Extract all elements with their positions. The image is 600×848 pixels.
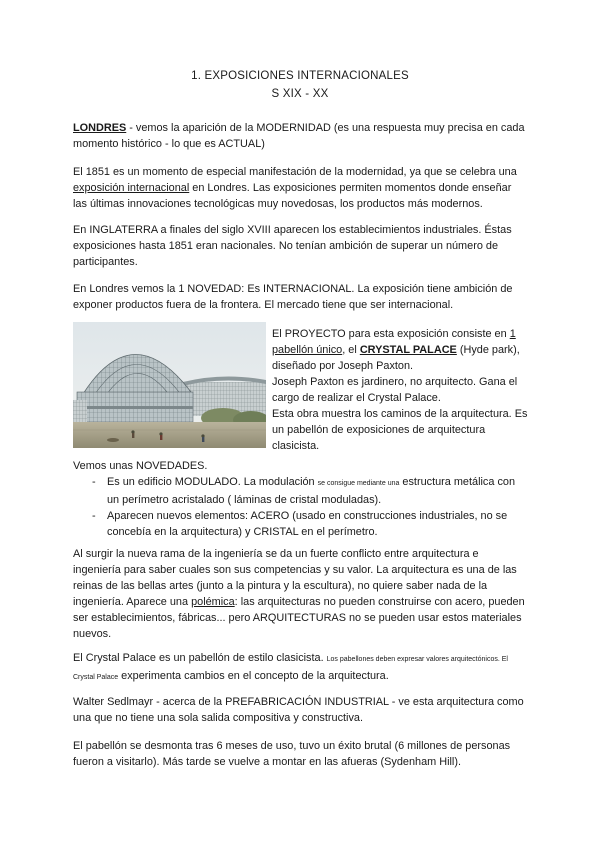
- paragraph-sedlmayr: Walter Sedlmayr - acerca de la PREFABRICACIÓN INDUSTRIAL - ve esta arquitectura como una que no tiene una sola salida compositiva y constructiva.: [73, 696, 524, 724]
- caminos-text: Esta obra muestra los caminos de la arquitectura. Es un pabellón de exposiciones de arquitectura clasicista.: [272, 408, 528, 452]
- proyecto-paragraph: [272, 326, 528, 454]
- paragraph-clasicista: [73, 650, 528, 686]
- intro-paragraph: [73, 120, 528, 152]
- paragraph-1851: [73, 164, 528, 212]
- paragraph-inglaterra: En INGLATERRA a finales del siglo XVIII aparecen los establecimientos industriales. Éstas exposiciones hasta 1851 eran nacionales. No tenían ambición de superar un número de participantes.: [73, 224, 512, 268]
- ingenieria-before: Al surgir la nueva rama de la ingeniería se da un fuerte conflicto entre arquitectura e ingeniería para saber cuales son sus competencias y su valor. La arquitectura es una de las reinas de las bellas artes (junto a la pintura y la escultura), no quiere saber nada de la ingeniería. Aparece una: [73, 548, 517, 608]
- novedades-list: [88, 474, 528, 540]
- paragraph-ingenieria: [73, 546, 528, 642]
- crystal-palace-name: CRYSTAL PALACE: [359, 344, 457, 356]
- list-item: [88, 474, 528, 508]
- paxton-text: Joseph Paxton es jardinero, no arquitecto. Gana el cargo de realizar el Crystal Palace.: [272, 376, 518, 404]
- paragraph-novedad: En Londres vemos la 1 NOVEDAD: Es INTERNACIONAL. La exposición tiene ambición de exponer productos fuera de la frontera. El mercado tiene que ser internacional.: [73, 283, 513, 311]
- p1851-after: en Londres. Las exposiciones permiten momentos donde enseñar las últimas innovaciones tecnológicas muy novedosas, los productos más modernos.: [73, 182, 512, 210]
- polemica-link[interactable]: polémica: [191, 596, 235, 608]
- p1851-before: El 1851 es un momento de especial manifestación de la modernidad, ya que se celebra una: [73, 166, 517, 178]
- page-title: 1. EXPOSICIONES INTERNACIONALES: [191, 70, 409, 82]
- pabellon-unico-text: 1 pabellón único: [272, 328, 516, 356]
- list-item: - Aparecen nuevos elementos: ACERO (usado en construcciones industriales, no se concebía en la arquitectura) y CRISTAL en el perímetro.: [88, 508, 528, 540]
- clasicista-before: El Crystal Palace es un pabellón de estilo clasicista.: [73, 652, 327, 664]
- proyecto-after: (Hyde park), diseñado por Joseph Paxton.: [272, 344, 520, 372]
- proyecto-before: El PROYECTO para esta exposición consiste en: [272, 328, 510, 340]
- novedades-heading: Vemos unas NOVEDADES.: [73, 460, 208, 472]
- intro-text: - vemos la aparición de la MODERNIDAD (es una respuesta muy precisa en cada momento histórico - lo que es ACTUAL): [73, 122, 525, 150]
- page-subtitle: S XIX - XX: [271, 88, 329, 100]
- exposicion-link[interactable]: exposición internacional: [73, 182, 190, 194]
- clasicista-tiny: Los pabellones deben expresar valores arquitectónicos. El Crystal Palace: [73, 656, 508, 681]
- clasicista-after: experimenta cambios en el concepto de la arquitectura.: [118, 670, 389, 682]
- item1-after: estructura metálica con un perímetro acristalado ( láminas de cristal moduladas).: [107, 476, 516, 506]
- item1-before: Es un edificio MODULADO. La modulación: [107, 476, 318, 488]
- proyecto-mid: , el: [342, 344, 360, 356]
- item1-tiny: se consigue mediante una: [317, 480, 400, 487]
- intro-city: LONDRES: [73, 122, 127, 134]
- ingenieria-after: : las arquitecturas no pueden construirse con acero, pueden ser establecimientos, fábricas... pero ARQUITECTURAS no se pueden usar estos materiales nuevos.: [73, 596, 525, 640]
- paragraph-desmonta: El pabellón se desmonta tras 6 meses de uso, tuvo un éxito brutal (6 millones de personas fueron a visitarlo). Más tarde se vuelve a montar en las afueras (Sydenham Hill).: [73, 740, 511, 768]
- crystal-palace-image: [73, 322, 266, 448]
